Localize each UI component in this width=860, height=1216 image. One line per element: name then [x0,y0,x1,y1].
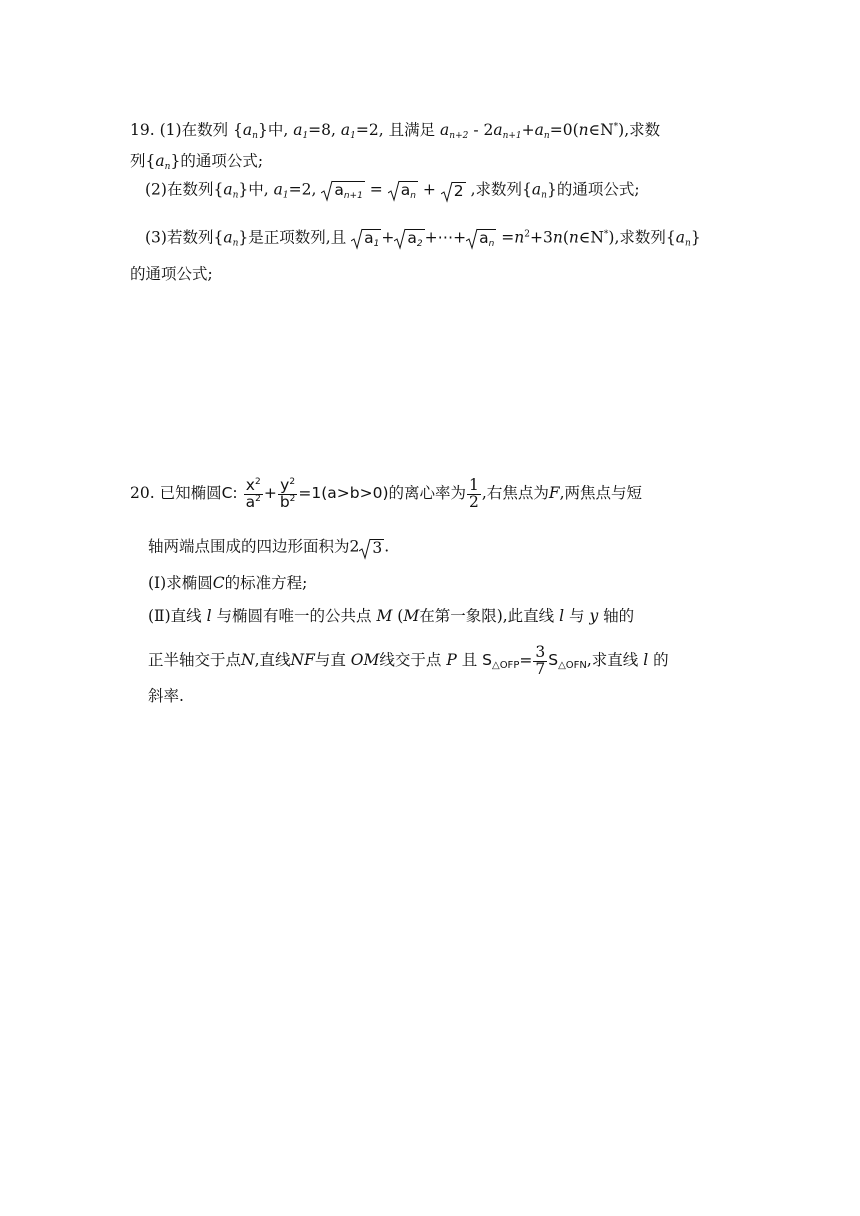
sqrt-a-1: $a_1$ [351,228,381,249]
problem-20-line-1: 20. 已知椭圆C: $\frac{x^2}{a^2}$ + $\frac{y^2}{b^2}$ =1(a>b>0)的离心率为 $\frac{1}{2}$ ,右焦点为F,两焦点与短 [130,476,643,511]
fraction-x2-a2: $\frac{x^2}{a^2}$ [245,476,261,511]
problem-19-line-4: (3)若数列$\{a_n\}$是正项数列,且 $a_1$ + $a_2$ +⋯+ $a_n$ $=n^2+3n(n\in N^*)$,求数列$\{a_n\}$ [145,228,701,249]
problem-20-line-6: 斜率. [148,687,184,705]
sqrt-a-n-sum: $a_n$ [466,228,496,249]
sqrt-a-n-plus-1: $a_{n+1}$ [321,180,364,201]
fraction-three-sevenths: $\frac{3}{7}$ [535,643,546,678]
problem-20-line-2: 轴两端点围成的四边形面积为2 3 . [148,537,390,557]
problem-19-line-5: 的通项公式; [130,265,213,283]
problem-19-line-1: 19. (1)在数列 $\{a_n\}$中, $a_1=8$, $a_1=2$, 且满足 $a_{n+2}$ - $2a_{n+1}+a_n=0(n\in N^*)$,求数 [130,121,661,141]
fraction-y2-b2: $\frac{y^2}{b^2}$ [279,476,296,511]
problem-19-line-2: 列$\{a_n\}$的通项公式; [130,152,264,172]
fraction-one-half: $\frac{1}{2}$ [469,476,479,511]
problem-number: 19. [130,121,155,139]
problem-19-line-3: (2)在数列$\{a_n\}$中, $a_1=2$, $a_{n+1}$ = $a_n$ + 2 ,求数列$\{a_n\}$的通项公式; [145,180,640,201]
problem-20-part-2: (Ⅱ)直线 l 与椭圆有唯一的公共点 M (M在第一象限),此直线 l 与 y 轴的 [148,607,635,625]
problem-20-part-1: (Ⅰ)求椭圆C的标准方程; [148,574,308,592]
problem-number: 20. [130,484,155,502]
problem-20-line-5: 正半轴交于点N,直线NF与直 OM线交于点 P 且 $S_{\triangle OFP}=$ $\frac{3}{7}$ $S_{\triangle OFN}$,求直线 l 的 [148,643,669,678]
sqrt-a-n: $a_n$ [388,180,418,201]
sqrt-2: 2 [441,181,466,200]
sqrt-3: 3 [359,538,384,557]
sqrt-a-2: $a_2$ [394,228,424,249]
